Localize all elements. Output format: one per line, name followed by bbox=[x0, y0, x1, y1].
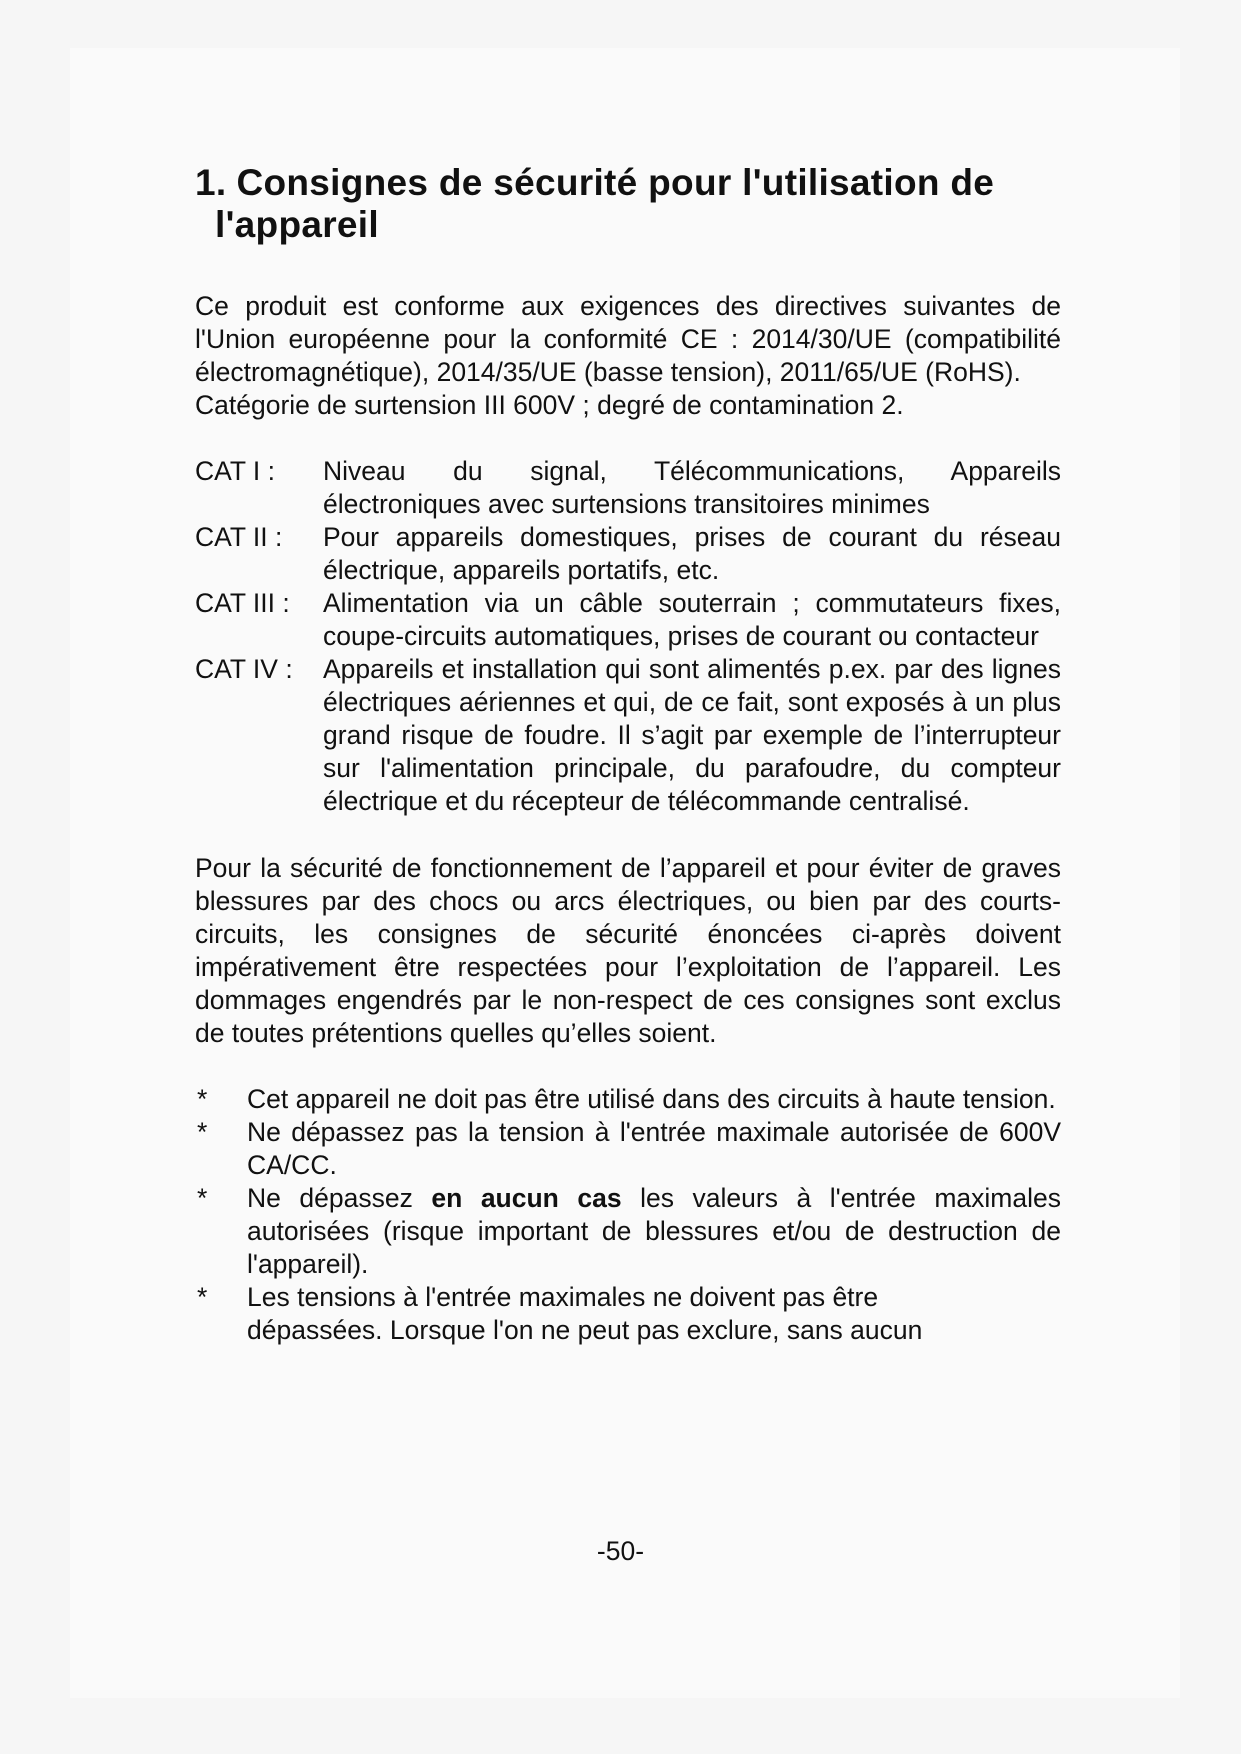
section-title-line2: l'appareil bbox=[215, 204, 379, 245]
safety-bullet-list bbox=[195, 1083, 1061, 1347]
category-item bbox=[195, 587, 1061, 653]
page-number: -50- bbox=[596, 1536, 645, 1566]
bullet-item bbox=[195, 1182, 1061, 1281]
section-title-line1: Consignes de sécurité pour l'utilisation de bbox=[236, 162, 995, 203]
bullet-text bbox=[247, 1182, 1061, 1281]
safety-paragraph: Pour la sécurité de fonctionnement de l’appareil et pour éviter de graves blessures par des chocs ou arcs électriques, ou bien par des courts-circuits, les consignes de sécurité énoncées ci-après doivent impérativement être respectées pour l’exploitation de l’appareil. Les dommages engendrés par le non-respect de ces consignes sont exclus de toutes prétentions quelles qu’elles soient. bbox=[195, 853, 1061, 1048]
bullet-text-end: les valeurs à l'entrée maximales autorisées (risque important de blessures et/ou de destruction de l'appareil). bbox=[247, 1183, 1061, 1279]
category-label: CAT I : bbox=[195, 456, 276, 486]
section-number: 1. bbox=[195, 162, 227, 203]
bullet-text-start: Ne dépassez bbox=[247, 1183, 413, 1213]
bullet-item bbox=[195, 1083, 1061, 1116]
bullet-marker: * bbox=[197, 1183, 208, 1213]
category-item bbox=[195, 455, 1061, 521]
bullet-marker: * bbox=[197, 1282, 208, 1312]
category-label: CAT III : bbox=[195, 588, 290, 618]
bullet-text: Cet appareil ne doit pas être utilisé dans des circuits à haute tension. bbox=[247, 1084, 1056, 1114]
category-description: Pour appareils domestiques, prises de courant du réseau électrique, appareils portatifs, etc. bbox=[323, 522, 1061, 585]
bullet-line2: dépassées. Lorsque l'on ne peut pas exclure, sans aucun bbox=[247, 1315, 923, 1345]
bullet-item bbox=[195, 1116, 1061, 1182]
category-item bbox=[195, 521, 1061, 587]
section-heading bbox=[195, 162, 1061, 246]
category-description: Niveau du signal, Télécommunications, Appareils électroniques avec surtensions transitoires minimes bbox=[323, 456, 1061, 519]
category-label: CAT IV : bbox=[195, 654, 293, 684]
overvoltage-category-line: Catégorie de surtension III 600V ; degré de contamination 2. bbox=[195, 390, 904, 420]
bullet-text: Ne dépassez pas la tension à l'entrée maximale autorisée de 600V CA/CC. bbox=[247, 1117, 1061, 1180]
bullet-marker: * bbox=[197, 1117, 208, 1147]
bullet-text bbox=[247, 1281, 1061, 1347]
bullet-item bbox=[195, 1281, 1061, 1347]
category-description: Alimentation via un câble souterrain ; commutateurs fixes, coupe-circuits automatiques, prises de courant ou contacteur bbox=[323, 588, 1061, 651]
category-list bbox=[195, 455, 1061, 818]
ce-conformity-paragraph: Ce produit est conforme aux exigences des directives suivantes de l'Union européenne pour la conformité CE : 2014/30/UE (compatibilité électromagnétique), 2014/35/UE (basse tension), 2011/65/UE (RoHS). bbox=[195, 291, 1061, 387]
bullet-emphasis: en aucun cas bbox=[431, 1183, 622, 1213]
page-content bbox=[195, 162, 1061, 1347]
category-label: CAT II : bbox=[195, 522, 283, 552]
category-item bbox=[195, 653, 1061, 818]
bullet-line1: Les tensions à l'entrée maximales ne doivent pas être bbox=[247, 1282, 879, 1312]
bullet-marker: * bbox=[197, 1084, 208, 1114]
category-description: Appareils et installation qui sont alimentés p.ex. par des lignes électriques aériennes et qui, de ce fait, sont exposés à un plus grand risque de foudre. Il s’agit par exemple de l’interrupteur sur l'alimentation principale, du parafoudre, du compteur électrique et du récepteur de télécommande centralisé. bbox=[323, 654, 1061, 816]
